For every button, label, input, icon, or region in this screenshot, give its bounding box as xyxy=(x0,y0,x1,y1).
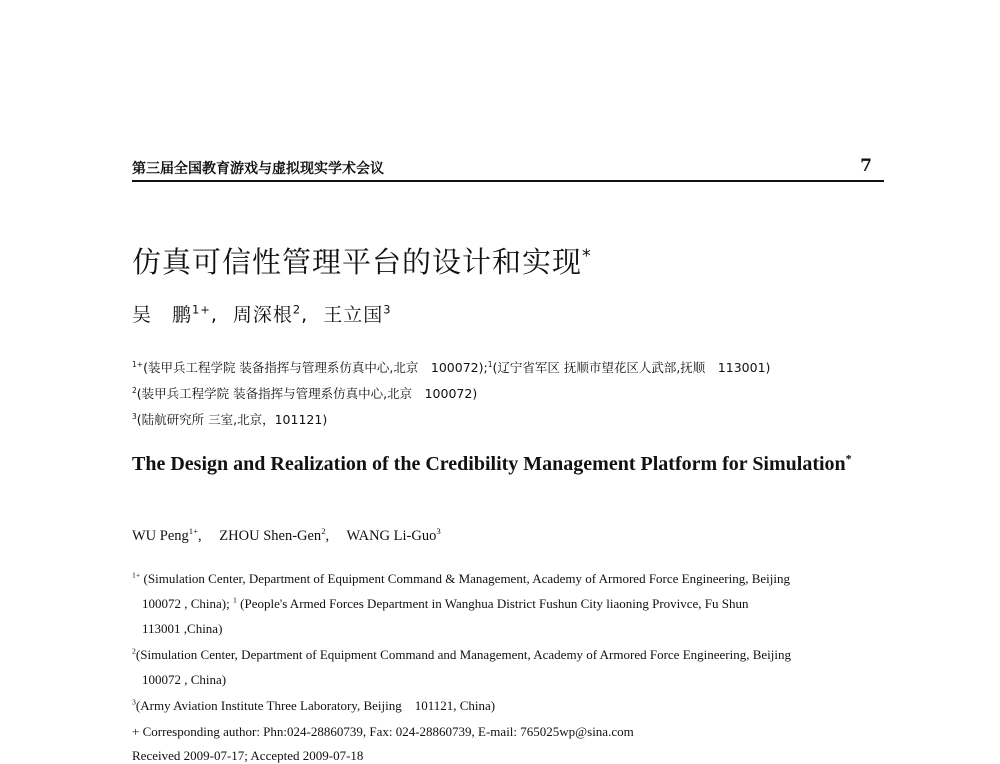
en-affil-2-line1-text: (Simulation Center, Department of Equipment Command and Management, Academy of Armored Force Engineering, Beijing xyxy=(135,647,792,662)
en-author-3-sup: 3 xyxy=(436,526,441,537)
en-author-1: WU Peng xyxy=(132,528,189,544)
cn-affil-2-sup: 2 xyxy=(132,385,137,395)
cn-affil-1-text: (装甲兵工程学院 装备指挥与管理系仿真中心,北京 100072); xyxy=(143,360,488,375)
en-author-2-sup: 2 xyxy=(321,526,326,537)
english-title-mark: * xyxy=(845,451,852,466)
chinese-title-text: 仿真可信性管理平台的设计和实现 xyxy=(132,245,583,279)
cn-author-3-sup: 3 xyxy=(383,302,392,317)
chinese-title-mark: * xyxy=(582,246,592,267)
en-affil-1-sup: 1+ xyxy=(132,570,141,580)
en-affil-1-sup2: 1 xyxy=(233,595,237,605)
en-affil-1-line1-text: (Simulation Center, Department of Equipment Command & Management, Academy of Armored Force Engineering, Beijing xyxy=(143,571,790,586)
en-affil-1-line1 xyxy=(132,571,790,586)
chinese-authors xyxy=(132,300,392,327)
cn-author-1-sup: 1+ xyxy=(192,302,211,317)
en-affiliation-1 xyxy=(132,566,878,641)
cn-author-3: 王立国 xyxy=(323,304,384,326)
cn-affil-3-text: (陆航研究所 三室,北京，101121) xyxy=(136,412,328,427)
cn-affil-3-sup: 3 xyxy=(132,411,137,421)
english-authors xyxy=(132,528,441,545)
cn-affiliation-1 xyxy=(132,358,770,376)
en-affiliation-2 xyxy=(132,642,878,692)
en-affiliation-3 xyxy=(132,693,878,718)
cn-author-1: 吴 鹏 xyxy=(132,304,193,326)
cn-author-2-sup: 2 xyxy=(292,302,302,317)
en-affil-2-line1 xyxy=(132,647,791,662)
cn-author-1-sep: , xyxy=(210,304,218,326)
en-author-1-sup: 1+ xyxy=(188,526,199,537)
en-author-2-sep: , xyxy=(325,528,330,544)
cn-affil-2-text: (装甲兵工程学院 装备指挥与管理系仿真中心,北京 100072) xyxy=(136,386,478,401)
cn-affil-1-sup: 1+ xyxy=(132,359,144,369)
cn-author-2-sep: , xyxy=(301,304,309,326)
en-affil-3-text: (Army Aviation Institute Three Laboratory, Beijing 101121, China) xyxy=(135,698,496,713)
en-author-3: WANG Li-Guo xyxy=(346,528,437,544)
cn-affiliation-3 xyxy=(132,410,327,428)
en-affil-1-line2a: 100072 , China); xyxy=(142,596,230,611)
journal-name: 第三届全国教育游戏与虚拟现实学术会议 xyxy=(132,161,384,177)
cn-affil-1-text2: (辽宁省军区 抚顺市望花区人武部,抚顺 113001) xyxy=(492,360,771,375)
page-number: 7 xyxy=(860,156,872,176)
en-affil-1-line2b: (People's Armed Forces Department in Wanghua District Fushun City liaoning Provivce, Fu Shun xyxy=(240,596,749,611)
received-dates: Received 2009-07-17; Accepted 2009-07-18 xyxy=(132,748,364,763)
corresponding-author: + Corresponding author: Phn:024-28860739, Fax: 024-28860739, E-mail: 765025wp@sina.com xyxy=(132,724,634,739)
cn-author-2: 周深根 xyxy=(232,304,293,326)
running-header xyxy=(132,158,884,182)
en-affil-1-line2 xyxy=(132,591,878,616)
cn-affiliation-2 xyxy=(132,384,477,402)
english-title xyxy=(132,452,878,477)
en-affil-2-sup: 2 xyxy=(132,646,136,656)
en-affil-1-line3: 113001 ,China) xyxy=(142,621,223,636)
en-author-1-sep: , xyxy=(198,528,202,544)
en-author-2: ZHOU Shen-Gen xyxy=(219,528,322,544)
en-affil-3-sup: 3 xyxy=(132,697,136,707)
cn-affil-1-sup2: 1 xyxy=(487,359,493,369)
english-title-text: The Design and Realization of the Credibility Management Platform for Simulation xyxy=(132,453,846,475)
chinese-title xyxy=(132,240,592,281)
en-affil-2-line2: 100072 , China) xyxy=(142,672,227,687)
